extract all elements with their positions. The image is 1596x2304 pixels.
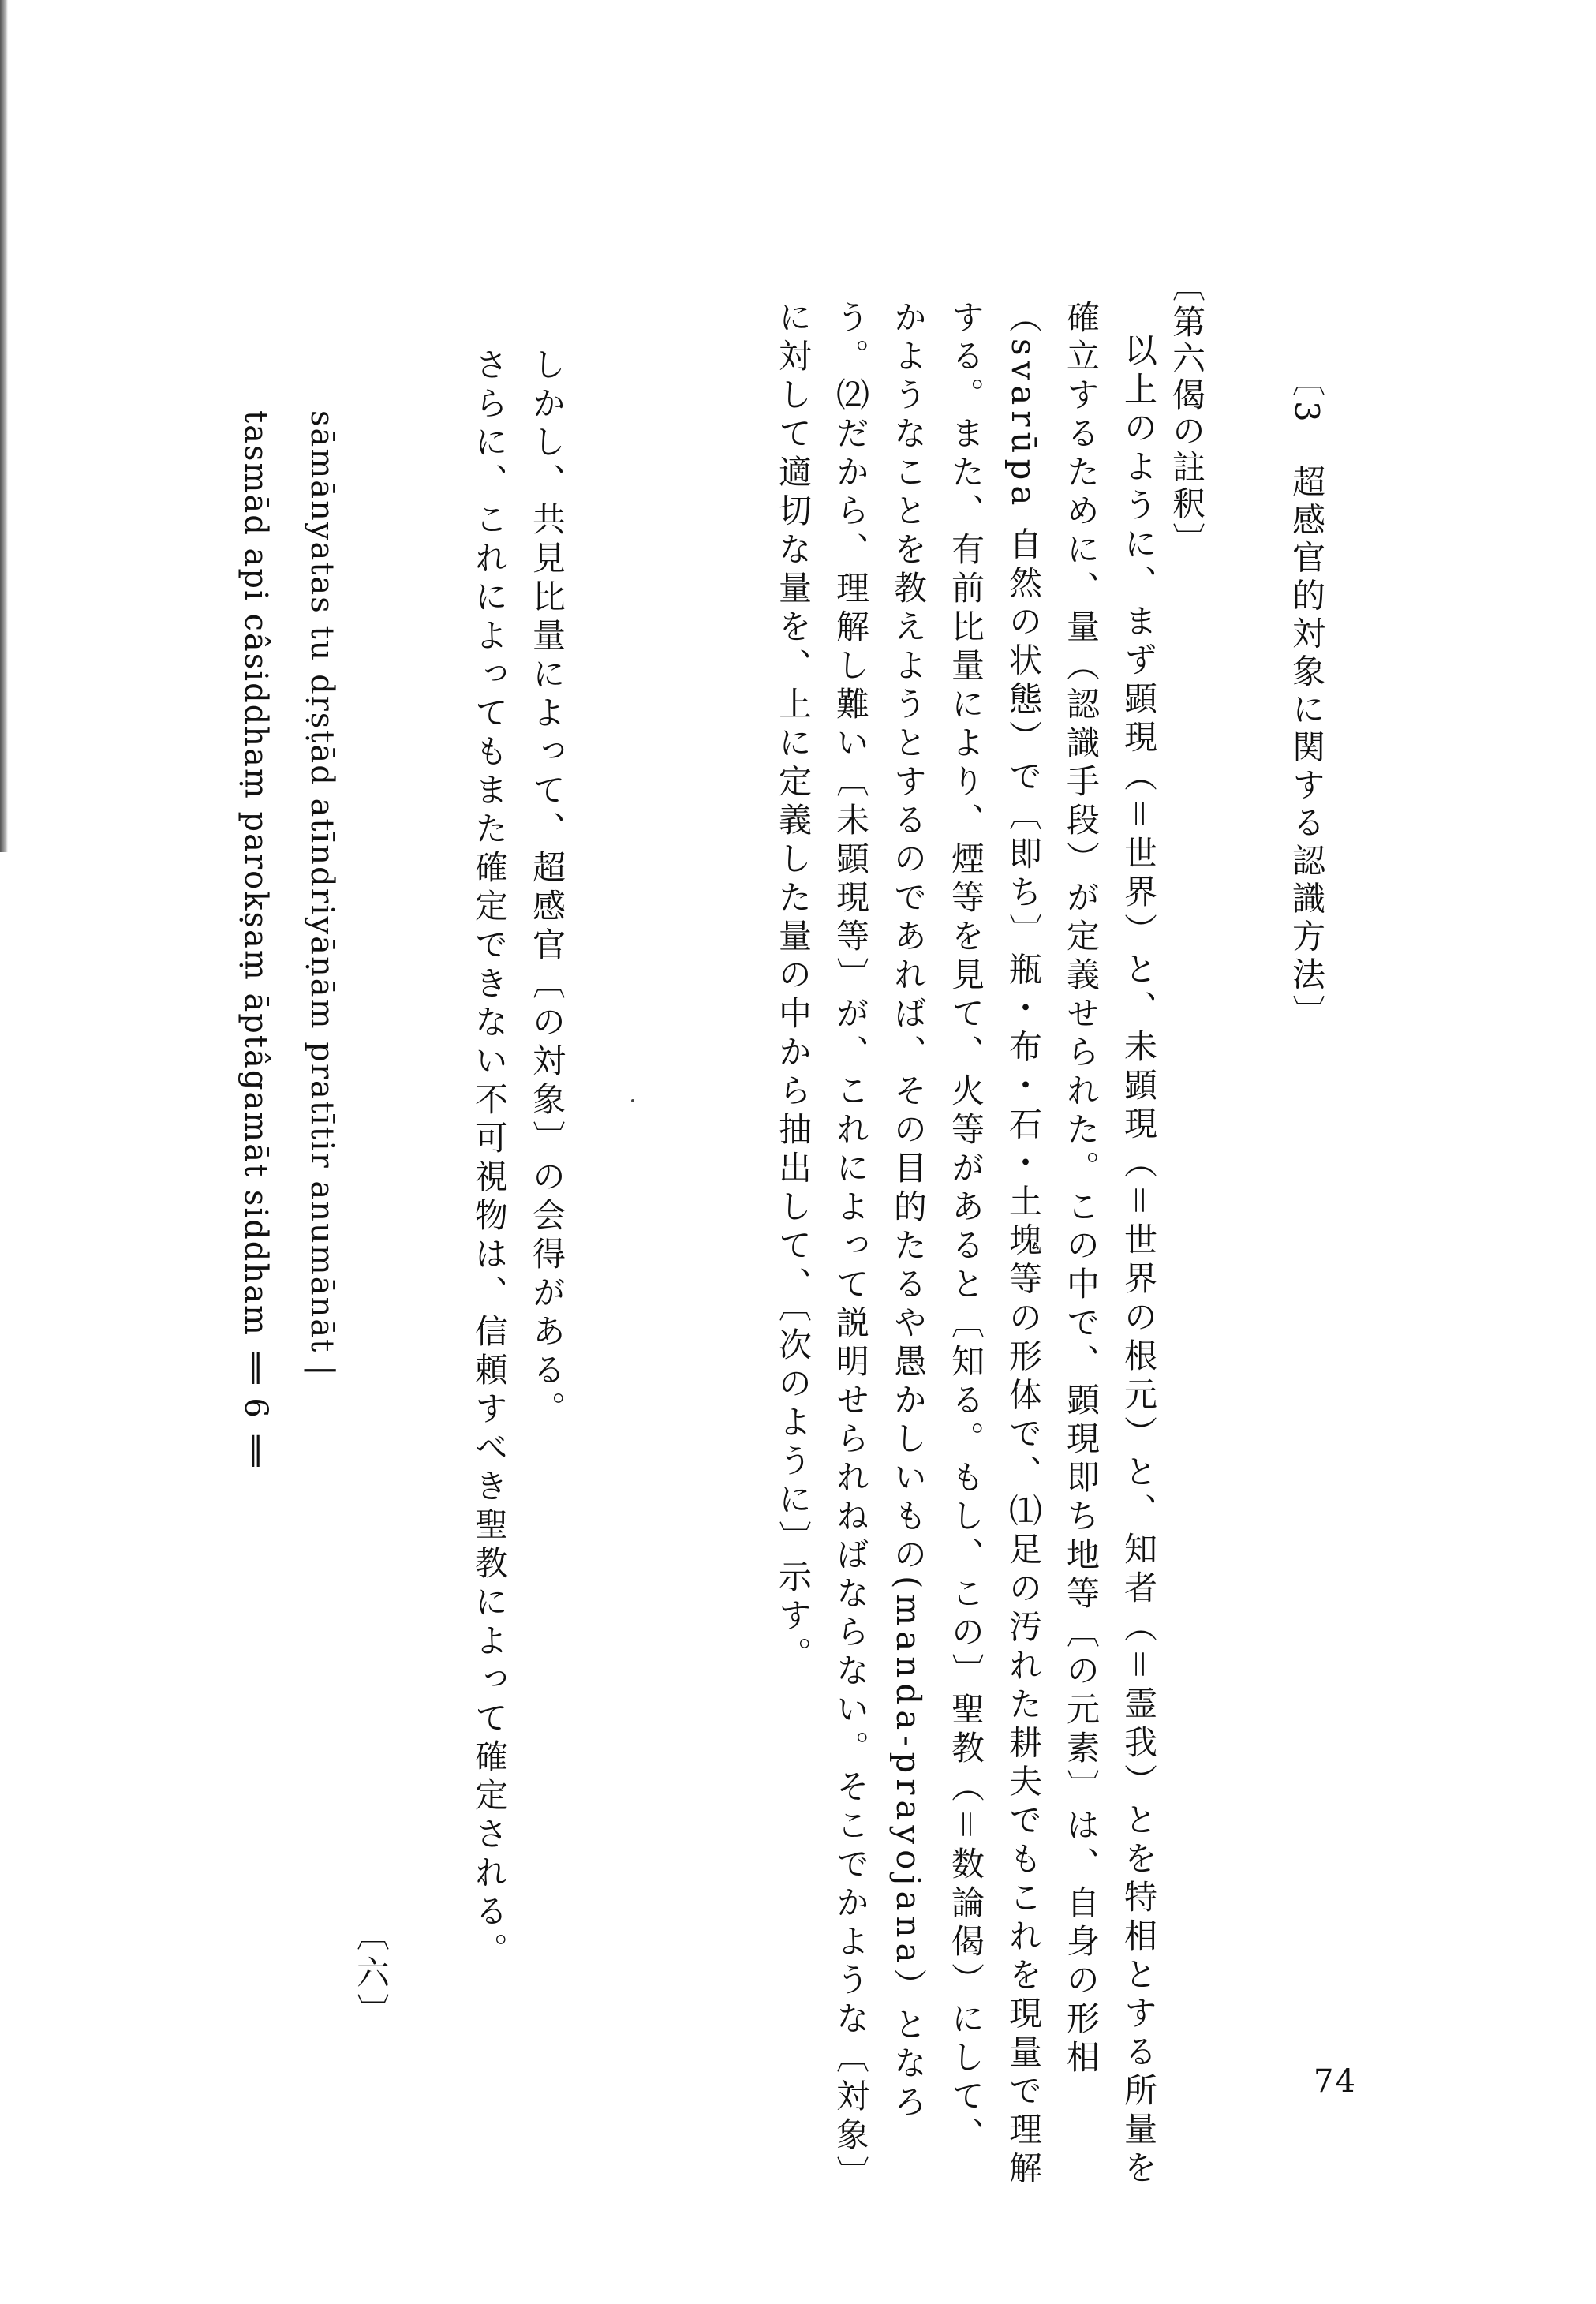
verse-translation bbox=[402, 347, 576, 2241]
book-spine-edge bbox=[0, 0, 8, 852]
print-speck bbox=[631, 1099, 634, 1102]
page-number: 74 bbox=[1314, 2063, 1357, 2100]
verse-line-1: しかし、共見比量によって、超感官〔の対象〕の会得がある。 bbox=[528, 347, 566, 1430]
verse-line-2: さらに、これによってもまた確定できない不可視物は、信頼すべき聖教によって確定される。 bbox=[470, 347, 509, 1971]
section-heading: 〔第六偈の註釈〕 bbox=[1168, 268, 1206, 559]
chapter-header: 〔3 超感官的対象に関する認識方法〕 bbox=[1288, 363, 1326, 1033]
sanskrit-line-1: sāmānyatas tu dṛṣṭād atīndriyāṇām pratītir anumānāt | bbox=[304, 410, 340, 1378]
sanskrit-line-2: tasmād api câsiddhaṃ parokṣaṃ āptâgamāt siddham ‖ 6 ‖ bbox=[237, 410, 274, 1469]
commentary-paragraph: 以上のように、まず顕現（＝世界）と、未顕現（＝世界の根元）と、知者（＝霊我）とを特相とする所量を確立するために、量（認識手段）が定義せられた。この中で、顕現即ち地等〔の元素〕は、自身の形相（svarūpa 自然の状態）で〔即ち〕瓶・布・石・土塊等の形体で、⑴足の汚れた耕夫でもこれを現量で理解する。また、有前比量により、煙等を見て、火等があると〔知る。もし、この〕聖教（＝数論偈）にして、かようなことを教えようとするのであれば、その目的たるや愚かしいもの(manda-prayojana）となろう。⑵だから、理解し難い〔未顕現等〕が、これによって説明せられねばならない。そこでかような〔対象〕に対して適切な量を、上に定義した量の中から抽出して、〔次のように〕示す。 bbox=[774, 300, 1158, 2190]
sanskrit-verse bbox=[181, 410, 355, 2304]
commentary-body bbox=[600, 300, 1168, 2194]
verse-number: 〔六〕 bbox=[352, 1917, 391, 2031]
